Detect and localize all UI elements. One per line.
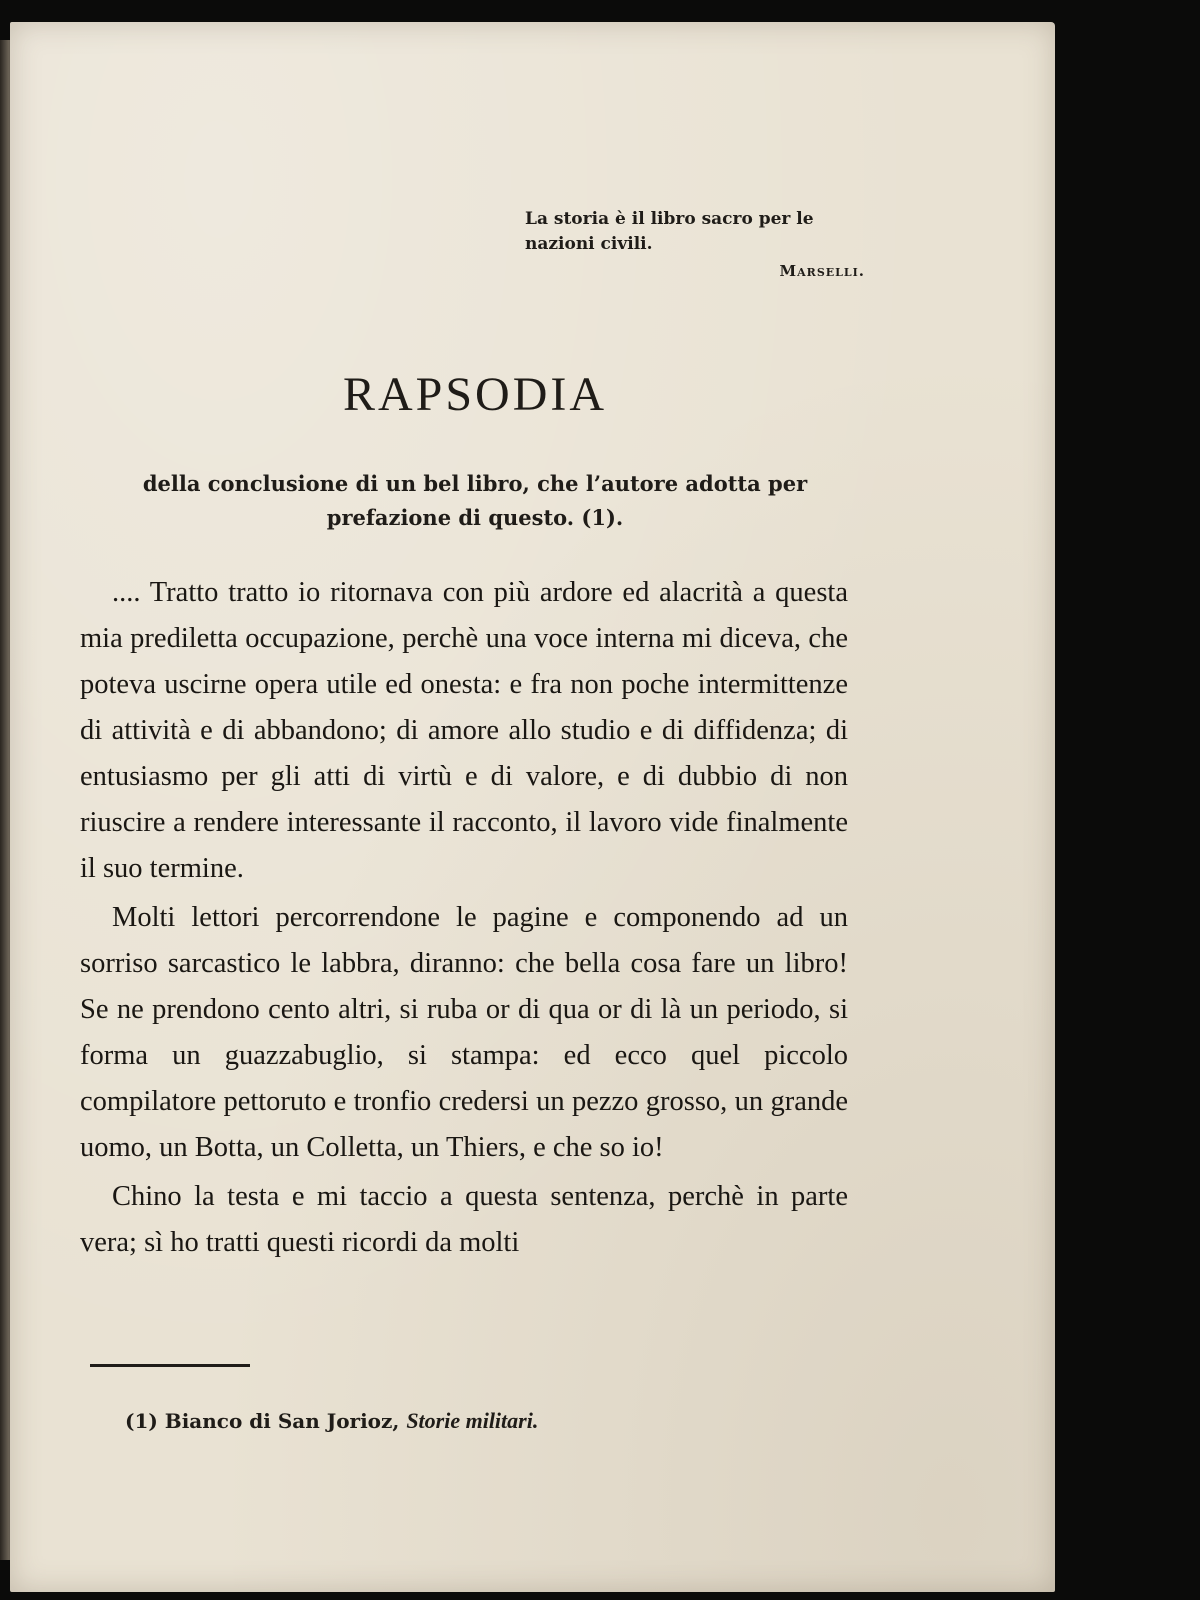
paragraph-3: Chino la testa e mi taccio a questa sentenza, perchè in parte vera; sì ho tratti questi ricordi da molti bbox=[80, 1181, 848, 1258]
epigraph-author: Marselli. bbox=[779, 262, 865, 280]
chapter-title: RAPSODIA bbox=[342, 368, 608, 421]
footnote-rule bbox=[90, 1364, 250, 1367]
footnote bbox=[125, 1408, 825, 1434]
paragraph-1: .... Tratto tratto io ritornava con più ardore ed alacrità a questa mia prediletta occupazione, perchè una voce interna mi diceva, che poteva uscirne opera utile ed onesta: e fra non poche intermittenze di attività e di abbandono; di amore allo studio e di diffidenza; di entusiasmo per gli atti di virtù e di valore, e di dubbio di non riuscire a rendere interessante il racconto, il lavoro vide finalmente il suo termine. bbox=[80, 577, 848, 884]
paragraph-2: Molti lettori percorrendone le pagine e componendo ad un sorriso sarcastico le labbra, diranno: che bella cosa fare un libro! Se ne prendono cento altri, si ruba or di qua or di là un periodo, si forma un guazzabuglio, si stampa: ed ecco quel piccolo compilatore pettoruto e tronfio credersi un pezzo grosso, un grande uomo, un Botta, un Colletta, un Thiers, e che so io! bbox=[80, 902, 848, 1163]
book-page bbox=[10, 22, 1055, 1592]
epigraph-line-1: La storia è il libro sacro per le bbox=[525, 209, 814, 229]
epigraph-line-2: nazioni civili. bbox=[525, 234, 653, 254]
footnote-reference: (1) Bianco di San Jorioz, bbox=[125, 1409, 400, 1433]
body-text bbox=[80, 570, 848, 1266]
chapter-subtitle: della conclusione di un bel libro, che l’autore adotta per prefazione di questo. (1). bbox=[142, 471, 808, 530]
footnote-work-title: Storie militari. bbox=[406, 1408, 539, 1433]
epigraph bbox=[525, 207, 865, 284]
